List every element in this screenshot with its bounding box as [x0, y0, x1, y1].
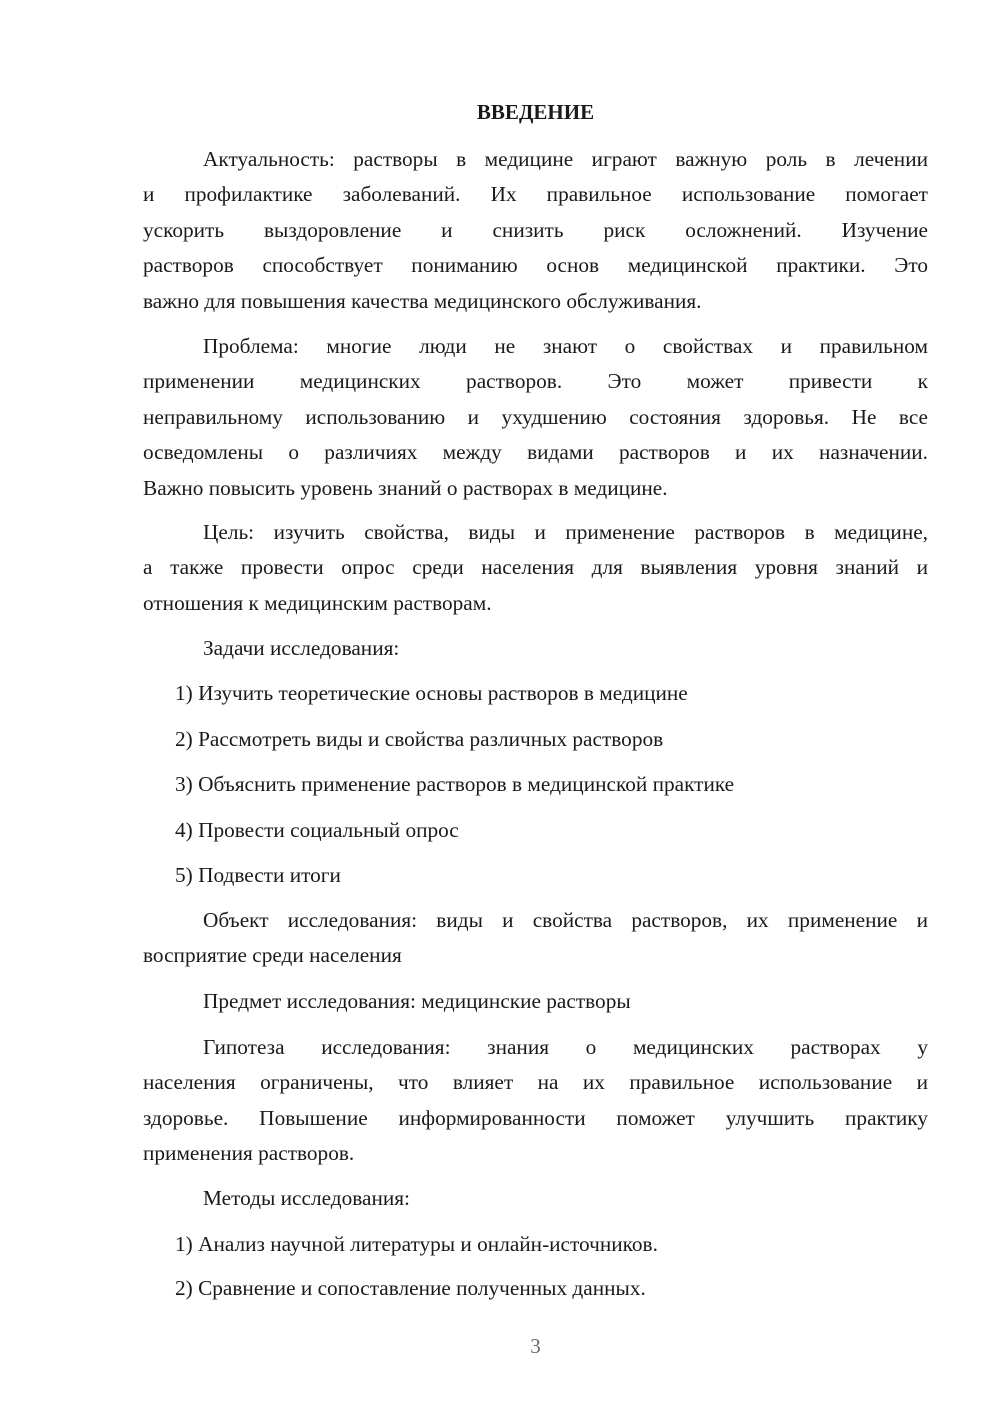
relevance-line: растворов способствует пониманию основ медицинской практики. Это	[143, 253, 928, 278]
subject-paragraph	[143, 984, 928, 1019]
page-number: 3	[530, 1334, 541, 1358]
methods-heading	[143, 1181, 928, 1216]
tasks-heading-text: Задачи исследования:	[203, 636, 400, 660]
list-item: 2) Сравнение и сопоставление полученных данных.	[175, 1276, 646, 1300]
problem-line: Проблема: многие люди не знают о свойствах и правильном	[203, 334, 928, 358]
goal-line: Цель: изучить свойства, виды и применение растворов в медицине,	[203, 520, 928, 544]
list-item: 1) Анализ научной литературы и онлайн-источников.	[175, 1232, 658, 1256]
object-line: восприятие среди населения	[143, 943, 402, 968]
goal-paragraph	[143, 515, 928, 621]
methods-heading-text: Методы исследования:	[203, 1186, 410, 1210]
object-paragraph	[143, 903, 928, 974]
relevance-line: важно для повышения качества медицинского обслуживания.	[143, 288, 702, 313]
list-item: 3) Объяснить применение растворов в медицинской практике	[175, 772, 735, 796]
tasks-heading	[143, 631, 928, 666]
object-line: Объект исследования: виды и свойства растворов, их применение и	[203, 908, 928, 932]
list-item: 5) Подвести итоги	[175, 863, 341, 887]
section-title: ВВЕДЕНИЕ	[476, 100, 595, 124]
hypothesis-line: применения растворов.	[143, 1141, 355, 1166]
subject-line: Предмет исследования: медицинские растворы	[203, 989, 631, 1013]
problem-line: применении медицинских растворов. Это может привести к	[143, 369, 928, 394]
hypothesis-line: населения ограничены, что влияет на их правильное использование и	[143, 1070, 928, 1095]
list-item: 1) Изучить теоретические основы растворов в медицине	[175, 681, 688, 705]
hypothesis-line: здоровье. Повышение информированности поможет улучшить практику	[143, 1105, 928, 1130]
goal-line: отношения к медицинским растворам.	[143, 590, 492, 615]
relevance-line: и профилактике заболеваний. Их правильное использование помогает	[143, 182, 928, 207]
list-item: 2) Рассмотреть виды и свойства различных растворов	[175, 727, 664, 751]
relevance-line: ускорить выздоровление и снизить риск осложнений. Изучение	[143, 217, 928, 242]
problem-line: осведомлены о различиях между видами растворов и их назначении.	[143, 440, 928, 465]
hypothesis-line: Гипотеза исследования: знания о медицинских растворах у	[203, 1035, 928, 1059]
problem-line: Важно повысить уровень знаний о растворах в медицине.	[143, 475, 668, 500]
goal-line: а также провести опрос среди населения для выявления уровня знаний и	[143, 555, 928, 580]
problem-line: неправильному использованию и ухудшению состояния здоровья. Не все	[143, 404, 928, 429]
relevance-paragraph	[143, 142, 928, 319]
hypothesis-paragraph	[143, 1030, 928, 1172]
problem-paragraph	[143, 329, 928, 506]
relevance-line: Актуальность: растворы в медицине играют важную роль в лечении	[203, 147, 928, 171]
list-item: 4) Провести социальный опрос	[175, 818, 459, 842]
